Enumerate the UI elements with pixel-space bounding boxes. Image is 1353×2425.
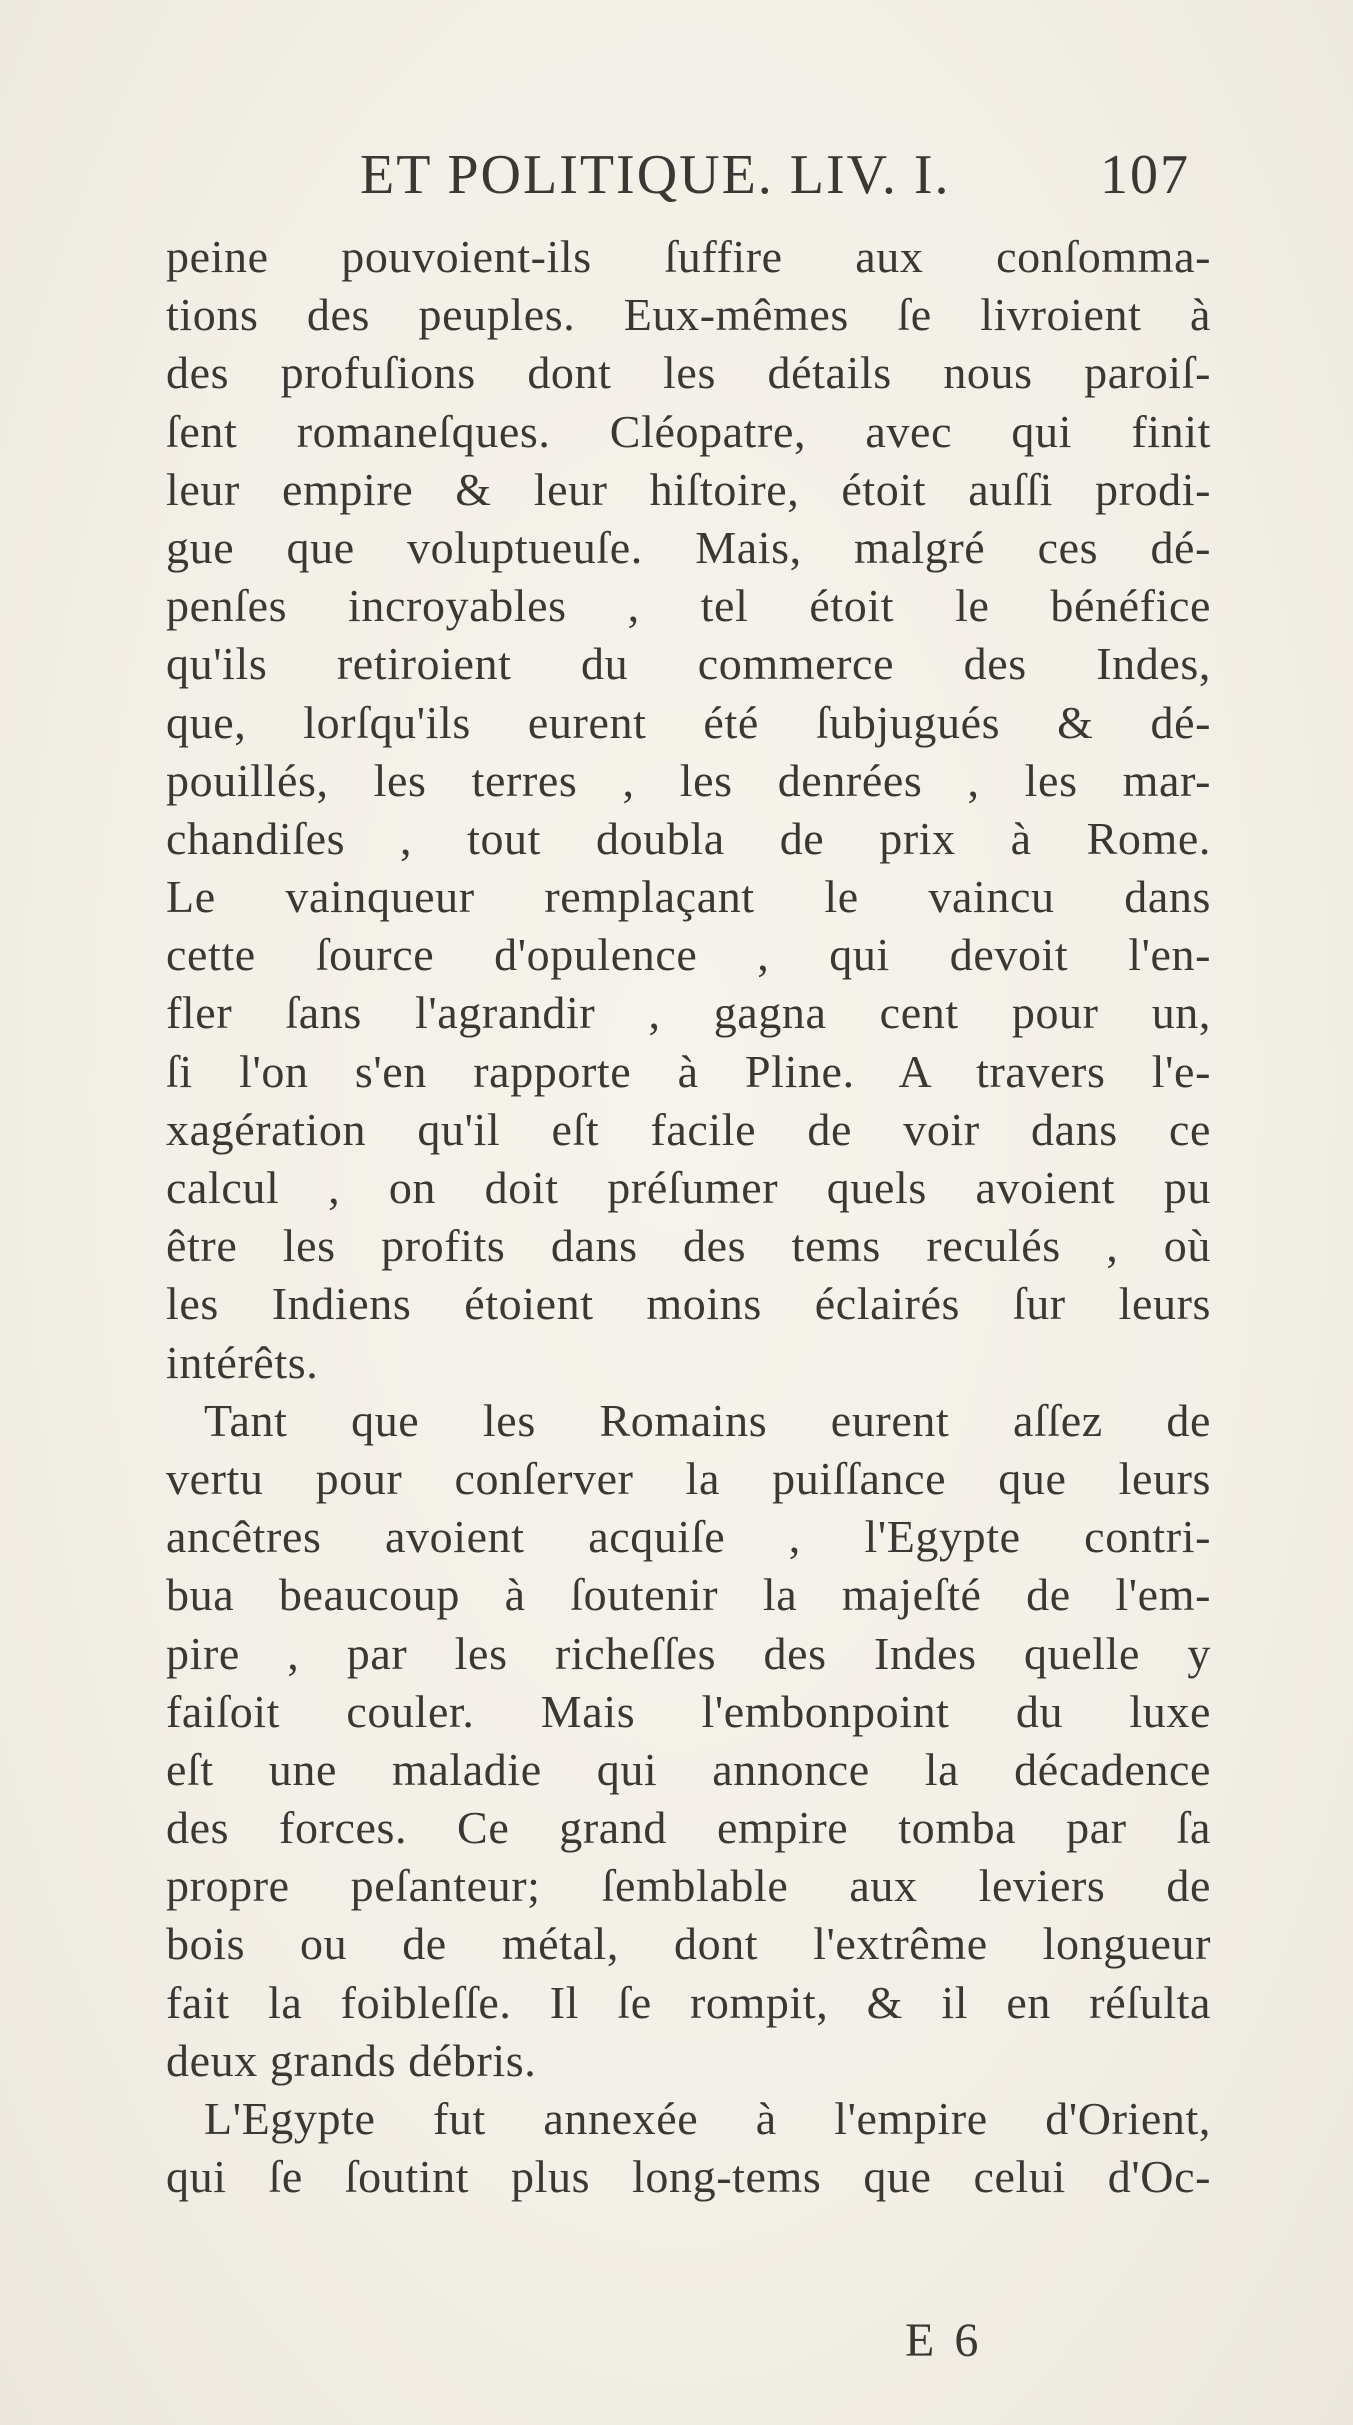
text-line: cette ſource d'opulence , qui devoit l'en- [166,929,1211,981]
text-line: tions des peuples. Eux-mêmes ſe livroient à [166,289,1211,341]
page-number: 107 [1100,144,1190,206]
body-text [166,228,1211,2206]
text-line: qu'ils retiroient du commerce des Indes, [166,638,1211,690]
text-line: qui ſe ſoutint plus long-tems que celui d'Oc- [166,2151,1211,2203]
text-line: les Indiens étoient moins éclairés ſur leurs [166,1278,1211,1330]
text-line: bois ou de métal, dont l'extrême longueur [166,1918,1211,1970]
text-line: peine pouvoient-ils ſuffire aux conſomma- [166,231,1211,282]
text-line: vertu pour conſerver la puiſſance que leurs [166,1452,1211,1504]
text-line: des forces. Ce grand empire tomba par ſa [166,1802,1211,1854]
text-line: calcul , on doit préſumer quels avoient pu [166,1162,1211,1213]
text-line: gue que voluptueuſe. Mais, malgré ces dé- [166,521,1211,573]
text-line: pouillés, les terres , les denrées , les mar- [166,754,1211,806]
paragraph-end-line: intérêts. [166,1336,319,1388]
text-line: Le vainqueur remplaçant le vaincu dans [166,871,1211,923]
text-line: eſt une maladie qui annonce la décadence [166,1743,1211,1795]
text-line: leur empire & leur hiſtoire, étoit auſſi prodi- [166,463,1211,515]
text-line: bua beaucoup à ſoutenir la majeſté de l'em- [166,1569,1211,1621]
paragraph-start-line: L'Egypte fut annexée à l'empire d'Orient, [204,2093,1211,2144]
text-line: penſes incroyables , tel étoit le bénéfice [166,580,1211,632]
running-title: ET POLITIQUE. LIV. I. [360,144,951,206]
text-line: fler ſans l'agrandir , gagna cent pour un, [166,987,1211,1039]
text-line: que, lorſqu'ils eurent été ſubjugués & dé- [166,696,1211,748]
paragraph-start-line: Tant que les Romains eurent aſſez de [204,1394,1211,1446]
running-header [360,140,1190,210]
text-line: ſi l'on s'en rapporte à Pline. A travers l'e- [166,1045,1211,1097]
text-line: chandiſes , tout doubla de prix à Rome. [166,812,1211,864]
text-line: être les profits dans des tems reculés , où [166,1220,1211,1272]
text-line: fait la foibleſſe. Il ſe rompit, & il en réſulta [166,1976,1211,2028]
text-line: ancêtres avoient acquiſe , l'Egypte contri- [166,1511,1211,1563]
paragraph-end-line: deux grands débris. [166,2034,537,2086]
text-line: ſent romaneſques. Cléopatre, avec qui finit [166,405,1211,457]
text-line: propre peſanteur; ſemblable aux leviers de [166,1860,1211,1912]
text-line: des profuſions dont les détails nous paroiſ- [166,347,1211,399]
text-line: pire , par les richeſſes des Indes quelle y [166,1627,1211,1679]
text-line: faiſoit couler. Mais l'embonpoint du luxe [166,1685,1211,1737]
signature-mark: E 6 [905,2314,983,2367]
text-line: xagération qu'il eſt facile de voir dans ce [166,1103,1211,1155]
